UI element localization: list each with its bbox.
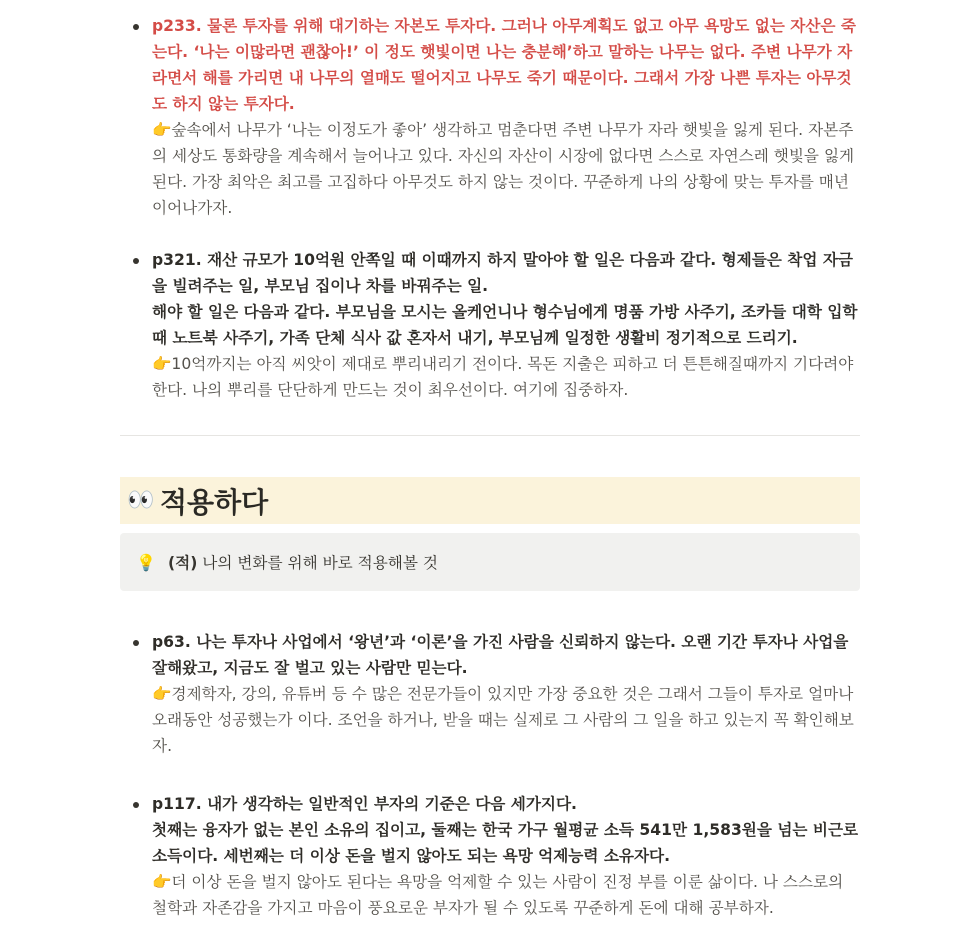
section-title: 적용하다 xyxy=(160,485,269,519)
quote-highlight: p117. 내가 생각하는 일반적인 부자의 기준은 다음 세가지다. 첫째는 융자가 없는 본인 소유의 집이고, 둘째는 한국 가구 월평균 소득 541만 1,583원을 넘는 비근로 소득이다. 세번째는 더 이상 돈을 벌지 않아도 되는 욕망 억제능력 소유자다. xyxy=(152,795,859,865)
eyes-icon: 👀 xyxy=(127,488,153,513)
callout-body: 나의 변화를 위해 바로 적용해볼 것 xyxy=(197,554,438,572)
list-item xyxy=(120,629,860,759)
quote-highlight: p321. 재산 규모가 10억원 안쪽일 때 이때까지 하지 말아야 할 일은 다음과 같다. 형제들은 착업 자금을 빌려주는 일, 부모님 집이나 차를 바꿔주는 일. 해야 할 일은 다음과 같다. 부모님을 모시는 올케언니나 형수님에게 명품 가방 사주기, 조카들 대학 입학 때 노트북 사주기, 가족 단체 식사 값 혼자서 내기, 부모님께 일정한 생활비 정기적으로 드리기. xyxy=(152,251,858,347)
callout-label: (적) xyxy=(168,554,198,572)
lightbulb-icon: 💡 xyxy=(136,552,156,572)
quotes-bottom xyxy=(120,629,860,759)
callout xyxy=(120,533,860,591)
quotes-top xyxy=(120,13,860,221)
list-item xyxy=(120,13,860,221)
quotes-bottom-2 xyxy=(120,791,860,921)
quote-comment: 👉경제학자, 강의, 유튜버 등 수 많은 전문가들이 있지만 가장 중요한 것은 그래서 그들이 투자로 얼마나 오래동안 성공했는가 이다. 조언을 하거나, 받을 때는 실제로 그 사람의 그 일을 하고 있는지 꼭 확인해보자. xyxy=(152,685,854,755)
quote-comment: 👉10억까지는 아직 씨앗이 제대로 뿌리내리기 전이다. 목돈 지출은 피하고 더 튼튼해질때까지 기다려야 한다. 나의 뿌리를 단단하게 만드는 것이 최우선이다. 여기에 집중하자. xyxy=(152,355,854,399)
quote-comment: 👉더 이상 돈을 벌지 않아도 된다는 욕망을 억제할 수 있는 사람이 진정 부를 이룬 삶이다. 나 스스로의 철학과 자존감을 가지고 마음이 풍요로운 부자가 될 수 있도록 꾸준하게 돈에 대해 공부하자. xyxy=(152,873,844,917)
divider xyxy=(120,435,860,436)
quote-comment: 👉숲속에서 나무가 ‘나는 이정도가 좋아’ 생각하고 멈춘다면 주변 나무가 자라 햇빛을 잃게 된다. 자본주의 세상도 통화량을 계속해서 늘어나고 있다. 자신의 자산이 시장에 없다면 스스로 자연스레 햇빛을 잃게 된다. 가장 최악은 최고를 고집하다 아무것도 하지 않는 것이다. 꾸준하게 나의 상황에 맞는 투자를 매년 이어나가자. xyxy=(152,121,855,217)
callout-text xyxy=(168,551,438,573)
list-item xyxy=(120,791,860,921)
quote-highlight: p63. 나는 투자나 사업에서 ‘왕년’과 ‘이론’을 가진 사람을 신뢰하지 않는다. 오랜 기간 투자나 사업을 잘해왔고, 지금도 잘 벌고 있는 사람만 믿는다. xyxy=(152,633,849,677)
section-heading xyxy=(120,477,860,524)
quotes-top-2 xyxy=(120,247,860,403)
quote-highlight: p233. 물론 투자를 위해 대기하는 자본도 투자다. 그러나 아무계획도 없고 아무 욕망도 없는 자산은 죽는다. ‘나는 이많라면 괜찮아!’ 이 정도 햇빛이면 나는 충분해’하고 말하는 나무는 없다. 주변 나무가 자라면서 해를 가리면 내 나무의 열매도 떨어지고 나무도 죽기 때문이다. 그래서 가장 나쁜 투자는 아무것도 하지 않는 투자다. xyxy=(152,17,856,113)
list-item xyxy=(120,247,860,403)
